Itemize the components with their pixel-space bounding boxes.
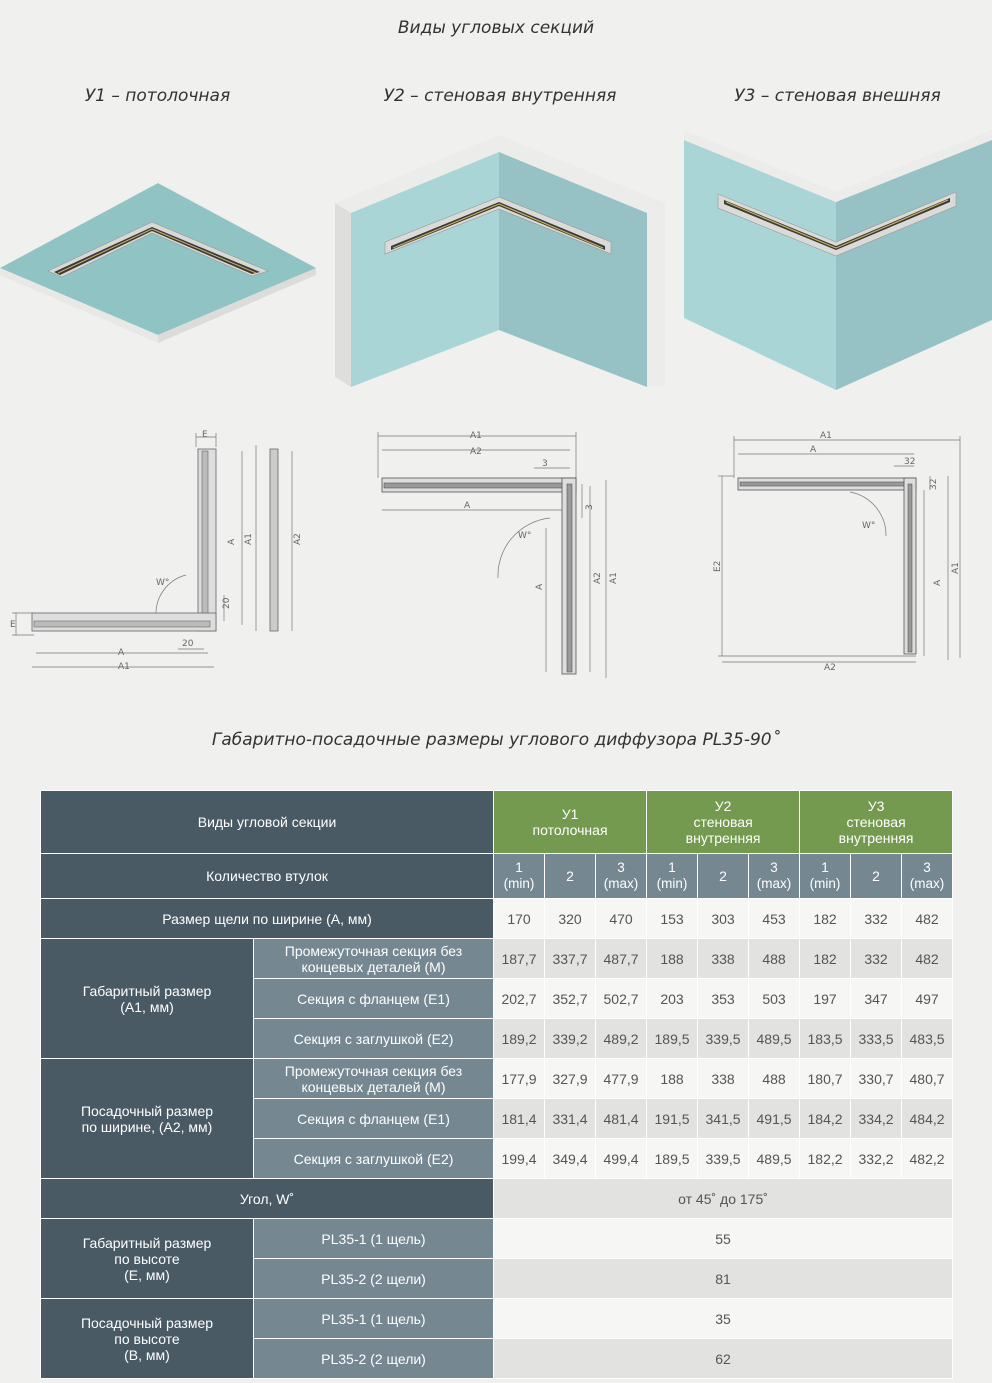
table-cell: 488 [749, 939, 800, 979]
dim-32-horz: 32 [904, 457, 916, 467]
row-label: Секция с фланцем (Е1) [254, 1099, 494, 1139]
table-cell: 338 [698, 939, 749, 979]
table-cell: 499,4 [596, 1139, 647, 1179]
row-label: PL35-1 (1 щель) [254, 1299, 494, 1339]
label-u2: У2 – стеновая внутренняя [383, 86, 617, 106]
dim-a2: A2 [824, 663, 836, 673]
overall-size-label: Габаритный размер (А1, мм) [41, 939, 254, 1059]
table-title: Габаритно-посадочные размеры углового диффузора PL35-90˚ [211, 730, 781, 750]
dim-a: A [118, 648, 125, 658]
page-title: Виды угловых секций [397, 18, 595, 38]
dim-3-horz: 3 [542, 459, 548, 469]
table-cell: 330,7 [851, 1059, 902, 1099]
dimensions-table [40, 790, 953, 1379]
dim-a-vert: A [933, 579, 943, 586]
table-cell: 199,4 [494, 1139, 545, 1179]
dim-a1: A1 [118, 662, 130, 672]
table-cell: 337,7 [545, 939, 596, 979]
slot-value: 170 [494, 899, 545, 939]
sleeves-label: Количество втулок [41, 854, 494, 899]
dim-a: A [810, 445, 817, 455]
slot-value: 320 [545, 899, 596, 939]
dim-a2: A2 [293, 533, 303, 545]
table-cell: 338 [698, 1059, 749, 1099]
table-cell: 197 [800, 979, 851, 1019]
sleeve-count: 2 [545, 854, 596, 899]
table-cell: 349,4 [545, 1139, 596, 1179]
table-cell: 327,9 [545, 1059, 596, 1099]
table-cell: 488 [749, 1059, 800, 1099]
table-cell: 339,2 [545, 1019, 596, 1059]
table-cell: 188 [647, 939, 698, 979]
row-label: Промежуточная секция без концевых деталей (М) [254, 1059, 494, 1099]
height-mount-label: Посадочный размер по высоте (В, мм) [41, 1299, 254, 1379]
slot-value: 303 [698, 899, 749, 939]
table-cell: 331,4 [545, 1099, 596, 1139]
dim-a1: A1 [470, 431, 482, 441]
dim-a2-vert: A2 [593, 572, 603, 584]
table-cell: 347 [851, 979, 902, 1019]
table-cell: 497 [902, 979, 953, 1019]
inner-wall-corner-illustration [333, 135, 668, 390]
dim-e2: Е2 [713, 560, 723, 572]
dim-a-vert: A [227, 538, 237, 545]
angle-label: Угол, W˚ [41, 1179, 494, 1219]
section-u3-header: У3 стеновая внутренняя [800, 791, 953, 854]
slot-value: 482 [902, 899, 953, 939]
table-cell: 180,7 [800, 1059, 851, 1099]
table-cell: 484,2 [902, 1099, 953, 1139]
dim-e-top: E [202, 430, 208, 440]
dim-angle: W° [156, 578, 170, 588]
row-label: Секция с заглушкой (Е2) [254, 1019, 494, 1059]
row-label: PL35-2 (2 щели) [254, 1339, 494, 1379]
table-cell: 339,5 [698, 1019, 749, 1059]
sleeve-count: 2 [698, 854, 749, 899]
dim-20-horz: 20 [182, 639, 194, 649]
dim-a2: A2 [470, 447, 482, 457]
dim-20-vert: 20 [222, 597, 232, 609]
row-label: Промежуточная секция без концевых деталей (М) [254, 939, 494, 979]
sleeve-count: 1 (min) [647, 854, 698, 899]
row-label: Секция с фланцем (Е1) [254, 979, 494, 1019]
row-label: PL35-1 (1 щель) [254, 1219, 494, 1259]
height-overall-label: Габаритный размер по высоте (Е, мм) [41, 1219, 254, 1299]
section-u2-header: У2 стеновая внутренняя [647, 791, 800, 854]
dim-a: A [464, 501, 471, 511]
dim-e-left: E [10, 620, 16, 630]
slot-value: 182 [800, 899, 851, 939]
table-cell: 177,9 [494, 1059, 545, 1099]
slot-value: 332 [851, 899, 902, 939]
label-u3: У3 – стеновая внешняя [734, 86, 941, 106]
table-cell: 502,7 [596, 979, 647, 1019]
dim-a1-vert: A1 [609, 572, 619, 584]
slot-value: 153 [647, 899, 698, 939]
table-cell: 339,5 [698, 1139, 749, 1179]
row-label: Секция с заглушкой (Е2) [254, 1139, 494, 1179]
angle-value: от 45˚ до 175˚ [494, 1179, 953, 1219]
table-cell: 189,5 [647, 1139, 698, 1179]
dim-angle: W° [862, 521, 876, 531]
dim-a1-vert: A1 [244, 533, 254, 545]
table-cell: 353 [698, 979, 749, 1019]
slot-value: 453 [749, 899, 800, 939]
table-cell: 81 [494, 1259, 953, 1299]
dim-a1-vert: A1 [951, 562, 961, 574]
table-cell: 203 [647, 979, 698, 1019]
row-label: PL35-2 (2 щели) [254, 1259, 494, 1299]
table-cell: 334,2 [851, 1099, 902, 1139]
table-cell: 332 [851, 939, 902, 979]
table-cell: 189,2 [494, 1019, 545, 1059]
table-cell: 182,2 [800, 1139, 851, 1179]
table-cell: 489,5 [749, 1139, 800, 1179]
table-cell: 482 [902, 939, 953, 979]
table-cell: 341,5 [698, 1099, 749, 1139]
table-cell: 35 [494, 1299, 953, 1339]
label-u1: У1 – потолочная [84, 86, 231, 106]
section-u1-header: У1 потолочная [494, 791, 647, 854]
table-cell: 481,4 [596, 1099, 647, 1139]
table-cell: 489,5 [749, 1019, 800, 1059]
ceiling-corner-drawing [8, 425, 308, 675]
table-cell: 181,4 [494, 1099, 545, 1139]
table-cell: 482,2 [902, 1139, 953, 1179]
table-cell: 477,9 [596, 1059, 647, 1099]
sleeve-count: 3 (max) [596, 854, 647, 899]
ceiling-corner-illustration [0, 175, 320, 345]
mount-width-label: Посадочный размер по ширине, (А2, мм) [41, 1059, 254, 1179]
table-cell: 332,2 [851, 1139, 902, 1179]
inner-corner-drawing [370, 428, 640, 688]
section-types-header: Виды угловой секции [41, 791, 494, 854]
outer-corner-drawing [710, 428, 980, 678]
table-cell: 352,7 [545, 979, 596, 1019]
table-cell: 491,5 [749, 1099, 800, 1139]
table-cell: 62 [494, 1339, 953, 1379]
table-cell: 483,5 [902, 1019, 953, 1059]
table-cell: 191,5 [647, 1099, 698, 1139]
table-cell: 55 [494, 1219, 953, 1259]
table-cell: 184,2 [800, 1099, 851, 1139]
table-cell: 480,7 [902, 1059, 953, 1099]
dim-a-vert: A [535, 583, 545, 590]
table-cell: 189,5 [647, 1019, 698, 1059]
sleeve-count: 1 (min) [800, 854, 851, 899]
table-cell: 202,7 [494, 979, 545, 1019]
table-cell: 333,5 [851, 1019, 902, 1059]
table-cell: 188 [647, 1059, 698, 1099]
dim-angle: W° [518, 531, 532, 541]
slot-width-label: Размер щели по ширине (А, мм) [41, 899, 494, 939]
table-cell: 487,7 [596, 939, 647, 979]
table-cell: 183,5 [800, 1019, 851, 1059]
sleeve-count: 2 [851, 854, 902, 899]
table-cell: 503 [749, 979, 800, 1019]
sleeve-count: 1 (min) [494, 854, 545, 899]
dim-3-vert: 3 [585, 504, 595, 510]
outer-wall-corner-illustration [684, 130, 992, 390]
table-cell: 182 [800, 939, 851, 979]
table-cell: 187,7 [494, 939, 545, 979]
sleeve-count: 3 (max) [749, 854, 800, 899]
dim-32-vert: 32 [929, 478, 939, 490]
slot-value: 470 [596, 899, 647, 939]
sleeve-count: 3 (max) [902, 854, 953, 899]
table-cell: 489,2 [596, 1019, 647, 1059]
dim-a1: A1 [820, 431, 832, 441]
